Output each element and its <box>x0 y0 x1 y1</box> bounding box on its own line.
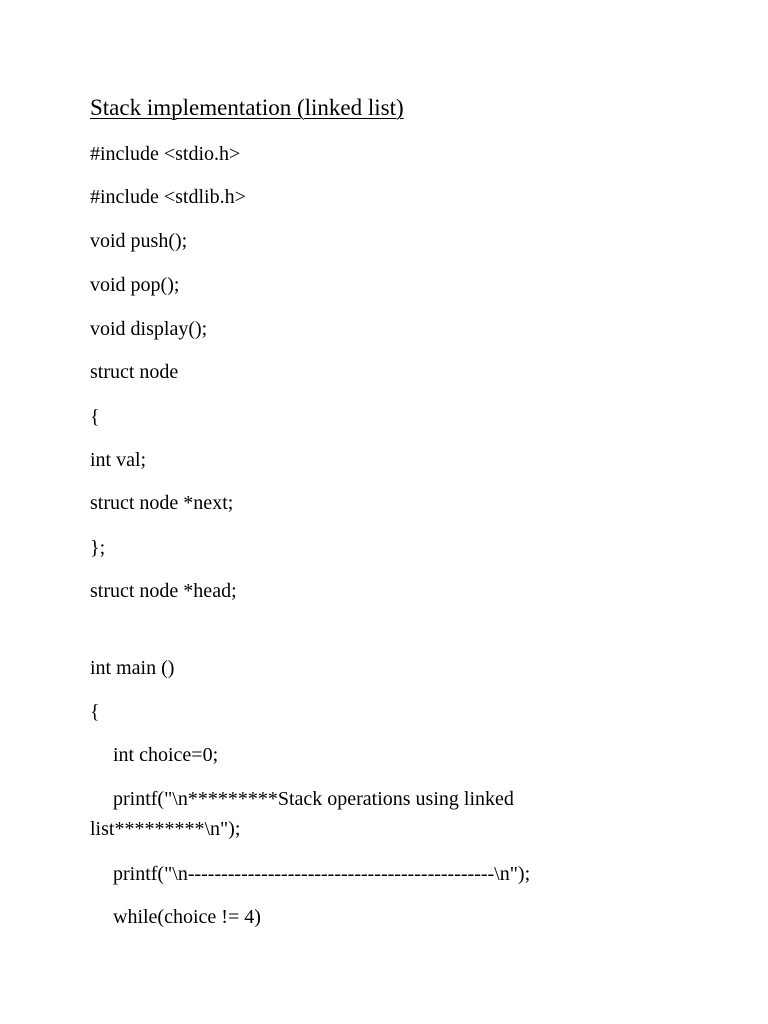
code-line: printf("\n----------------------------------------------\n"); <box>113 863 531 885</box>
code-line: void display(); <box>90 318 208 340</box>
code-line: #include <stdio.h> <box>90 143 241 165</box>
code-line: list*********\n"); <box>90 818 241 840</box>
code-line: int choice=0; <box>113 744 219 766</box>
code-line: while(choice != 4) <box>113 906 261 928</box>
code-line: void push(); <box>90 230 188 252</box>
code-line: void pop(); <box>90 274 180 296</box>
code-line: int val; <box>90 449 147 471</box>
code-line: }; <box>90 537 106 559</box>
code-line: int main () <box>90 657 175 679</box>
code-line: struct node *head; <box>90 580 237 602</box>
code-line: struct node *next; <box>90 492 234 514</box>
document-title: Stack implementation (linked list) <box>90 95 404 120</box>
code-line: #include <stdlib.h> <box>90 186 246 208</box>
code-line: struct node <box>90 361 179 383</box>
code-line: { <box>90 406 100 428</box>
code-line: printf("\n*********Stack operations using linked <box>113 788 514 810</box>
code-line: { <box>90 701 100 723</box>
